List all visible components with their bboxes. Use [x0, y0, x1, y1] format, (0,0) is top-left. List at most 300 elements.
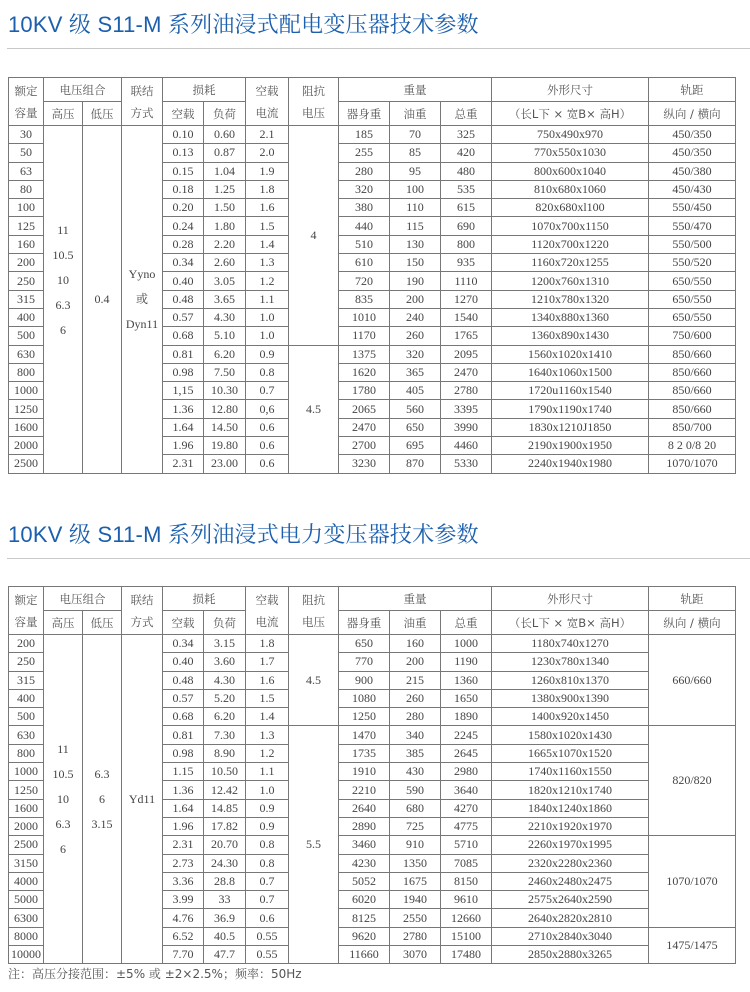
oil-weight-cell: 320	[390, 345, 441, 363]
capacity-cell: 80	[9, 180, 44, 198]
oil-weight-cell: 385	[390, 744, 441, 762]
dimensions-cell: 1830x1210J1850	[492, 418, 649, 436]
dimensions-cell: 2190x1900x1950	[492, 437, 649, 455]
dimensions-cell: 2260x1970x1995	[492, 836, 649, 854]
capacity-cell: 800	[9, 363, 44, 381]
body-weight-cell: 11660	[339, 946, 390, 964]
load-loss-cell: 3.65	[204, 290, 246, 308]
body-weight-cell: 8125	[339, 909, 390, 927]
oil-weight-cell: 130	[390, 235, 441, 253]
capacity-cell: 125	[9, 217, 44, 235]
no-load-loss-cell: 0.18	[163, 180, 204, 198]
oil-weight-cell: 3070	[390, 946, 441, 964]
total-weight-cell: 615	[441, 199, 492, 217]
header-row-2	[9, 611, 736, 635]
dimensions-cell: 1360x890x1430	[492, 327, 649, 345]
capacity-cell: 630	[9, 726, 44, 744]
load-loss-cell: 10.50	[204, 763, 246, 781]
impedance-cell: 4	[289, 126, 339, 346]
oil-weight-cell: 160	[390, 635, 441, 653]
oil-weight-cell: 200	[390, 290, 441, 308]
oil-weight-cell: 365	[390, 363, 441, 381]
capacity-cell: 8000	[9, 927, 44, 945]
load-loss-cell: 14.50	[204, 418, 246, 436]
no-load-current-cell: 0.55	[246, 946, 289, 964]
header-body-weight: 器身重	[339, 102, 390, 126]
capacity-cell: 500	[9, 708, 44, 726]
body-weight-cell: 2470	[339, 418, 390, 436]
load-loss-cell: 17.82	[204, 817, 246, 835]
load-loss-cell: 47.7	[204, 946, 246, 964]
dimensions-cell: 770x550x1030	[492, 144, 649, 162]
high-voltage-cell: 11 10.5 10 6.3 6	[44, 126, 83, 474]
table-row	[9, 126, 736, 144]
header-body-weight: 器身重	[339, 611, 390, 635]
dimensions-cell: 1790x1190x1740	[492, 400, 649, 418]
load-loss-cell: 0.87	[204, 144, 246, 162]
power-transformer-table	[8, 586, 736, 964]
capacity-cell: 50	[9, 144, 44, 162]
load-loss-cell: 6.20	[204, 708, 246, 726]
header-loss: 损耗	[163, 78, 246, 102]
total-weight-cell: 690	[441, 217, 492, 235]
total-weight-cell: 1190	[441, 653, 492, 671]
header-load: 负荷	[204, 102, 246, 126]
no-load-loss-cell: 4.76	[163, 909, 204, 927]
no-load-current-cell: 0.7	[246, 872, 289, 890]
rail-cell: 650/550	[649, 290, 736, 308]
body-weight-cell: 255	[339, 144, 390, 162]
capacity-cell: 1250	[9, 781, 44, 799]
header-low-voltage: 低压	[83, 102, 122, 126]
header-rail-sub: 纵向 / 横向	[649, 611, 736, 635]
dimensions-cell: 1820x1210x1740	[492, 781, 649, 799]
no-load-current-cell: 1.7	[246, 653, 289, 671]
body-weight-cell: 835	[339, 290, 390, 308]
no-load-current-cell: 1.3	[246, 726, 289, 744]
dimensions-cell: 2320x2280x2360	[492, 854, 649, 872]
load-loss-cell: 5.20	[204, 689, 246, 707]
no-load-loss-cell: 0.34	[163, 254, 204, 272]
load-loss-cell: 8.90	[204, 744, 246, 762]
load-loss-cell: 2.60	[204, 254, 246, 272]
load-loss-cell: 12.42	[204, 781, 246, 799]
body-weight-cell: 2700	[339, 437, 390, 455]
capacity-cell: 200	[9, 254, 44, 272]
distribution-transformer-table	[8, 77, 736, 474]
total-weight-cell: 1650	[441, 689, 492, 707]
body-weight-cell: 1780	[339, 382, 390, 400]
header-rail: 轨距	[649, 78, 736, 102]
oil-weight-cell: 215	[390, 671, 441, 689]
capacity-cell: 100	[9, 199, 44, 217]
dimensions-cell: 1340x880x1360	[492, 308, 649, 326]
title-divider	[7, 558, 750, 559]
no-load-loss-cell: 1.64	[163, 799, 204, 817]
no-load-loss-cell: 0.20	[163, 199, 204, 217]
header-capacity: 额定 容量	[9, 587, 44, 635]
header-voltage-combo: 电压组合	[44, 587, 122, 611]
header-weight: 重量	[339, 587, 492, 611]
rail-cell: 1070/1070	[649, 836, 736, 927]
dimensions-cell: 1210x780x1320	[492, 290, 649, 308]
load-loss-cell: 3.05	[204, 272, 246, 290]
total-weight-cell: 12660	[441, 909, 492, 927]
rail-cell: 550/520	[649, 254, 736, 272]
body-weight-cell: 1250	[339, 708, 390, 726]
header-dimensions: 外形尺寸	[492, 78, 649, 102]
dimensions-cell: 1070x700x1150	[492, 217, 649, 235]
connection-cell: Yyno 或 Dyn11	[122, 126, 163, 474]
capacity-cell: 2000	[9, 437, 44, 455]
oil-weight-cell: 260	[390, 327, 441, 345]
rail-cell: 450/430	[649, 180, 736, 198]
total-weight-cell: 5330	[441, 455, 492, 473]
no-load-loss-cell: 1,15	[163, 382, 204, 400]
dimensions-cell: 2850x2880x3265	[492, 946, 649, 964]
oil-weight-cell: 100	[390, 180, 441, 198]
capacity-cell: 5000	[9, 891, 44, 909]
no-load-current-cell: 1.2	[246, 272, 289, 290]
no-load-loss-cell: 0.98	[163, 363, 204, 381]
capacity-cell: 30	[9, 126, 44, 144]
no-load-loss-cell: 0.48	[163, 290, 204, 308]
header-dimensions-sub: （长L下 × 宽B× 高H）	[492, 102, 649, 126]
header-connection: 联结 方式	[122, 78, 163, 126]
dimensions-cell: 820x680xl100	[492, 199, 649, 217]
oil-weight-cell: 2780	[390, 927, 441, 945]
dimensions-cell: 810x680x1060	[492, 180, 649, 198]
no-load-loss-cell: 0.81	[163, 345, 204, 363]
rail-cell: 850/660	[649, 345, 736, 363]
total-weight-cell: 9610	[441, 891, 492, 909]
no-load-current-cell: 1.0	[246, 781, 289, 799]
no-load-current-cell: 0.9	[246, 817, 289, 835]
no-load-current-cell: 0.7	[246, 891, 289, 909]
low-voltage-cell: 6.3 6 3.15	[83, 635, 122, 964]
header-rail: 轨距	[649, 587, 736, 611]
no-load-current-cell: 0.8	[246, 363, 289, 381]
rail-cell: 550/470	[649, 217, 736, 235]
no-load-current-cell: 0.8	[246, 836, 289, 854]
no-load-loss-cell: 3.99	[163, 891, 204, 909]
oil-weight-cell: 405	[390, 382, 441, 400]
high-voltage-cell: 11 10.5 10 6.3 6	[44, 635, 83, 964]
no-load-loss-cell: 0.48	[163, 671, 204, 689]
no-load-current-cell: 1.4	[246, 235, 289, 253]
capacity-cell: 315	[9, 671, 44, 689]
dimensions-cell: 1230x780x1340	[492, 653, 649, 671]
total-weight-cell: 1000	[441, 635, 492, 653]
header-load: 负荷	[204, 611, 246, 635]
oil-weight-cell: 1940	[390, 891, 441, 909]
oil-weight-cell: 340	[390, 726, 441, 744]
no-load-current-cell: 1.8	[246, 180, 289, 198]
load-loss-cell: 40.5	[204, 927, 246, 945]
total-weight-cell: 325	[441, 126, 492, 144]
no-load-loss-cell: 0.13	[163, 144, 204, 162]
impedance-cell: 5.5	[289, 726, 339, 964]
oil-weight-cell: 680	[390, 799, 441, 817]
no-load-current-cell: 1.0	[246, 308, 289, 326]
no-load-loss-cell: 0.81	[163, 726, 204, 744]
dimensions-cell: 1120x700x1220	[492, 235, 649, 253]
total-weight-cell: 15100	[441, 927, 492, 945]
body-weight-cell: 1910	[339, 763, 390, 781]
dimensions-cell: 1580x1020x1430	[492, 726, 649, 744]
dimensions-cell: 1640x1060x1500	[492, 363, 649, 381]
oil-weight-cell: 725	[390, 817, 441, 835]
header-no-load: 空载	[163, 102, 204, 126]
rail-cell: 550/450	[649, 199, 736, 217]
rail-cell: 450/350	[649, 144, 736, 162]
no-load-loss-cell: 0.34	[163, 635, 204, 653]
no-load-current-cell: 1.8	[246, 635, 289, 653]
dimensions-cell: 1400x920x1450	[492, 708, 649, 726]
header-dimensions-sub: （长L下 × 宽B× 高H）	[492, 611, 649, 635]
oil-weight-cell: 95	[390, 162, 441, 180]
load-loss-cell: 23.00	[204, 455, 246, 473]
dimensions-cell: 2575x2640x2590	[492, 891, 649, 909]
dimensions-cell: 1160x720x1255	[492, 254, 649, 272]
body-weight-cell: 1620	[339, 363, 390, 381]
total-weight-cell: 3990	[441, 418, 492, 436]
no-load-loss-cell: 6.52	[163, 927, 204, 945]
no-load-loss-cell: 1.96	[163, 817, 204, 835]
header-capacity: 额定 容量	[9, 78, 44, 126]
capacity-cell: 400	[9, 308, 44, 326]
header-impedance: 阻抗 电压	[289, 587, 339, 635]
no-load-current-cell: 2.1	[246, 126, 289, 144]
rail-cell: 850/660	[649, 363, 736, 381]
body-weight-cell: 3460	[339, 836, 390, 854]
header-impedance: 阻抗 电压	[289, 78, 339, 126]
oil-weight-cell: 115	[390, 217, 441, 235]
oil-weight-cell: 560	[390, 400, 441, 418]
dimensions-cell: 1740x1160x1550	[492, 763, 649, 781]
no-load-loss-cell: 2.31	[163, 836, 204, 854]
body-weight-cell: 1735	[339, 744, 390, 762]
header-no-load-current: 空载 电流	[246, 587, 289, 635]
load-loss-cell: 24.30	[204, 854, 246, 872]
load-loss-cell: 1.04	[204, 162, 246, 180]
oil-weight-cell: 200	[390, 653, 441, 671]
total-weight-cell: 3640	[441, 781, 492, 799]
no-load-current-cell: 0.6	[246, 455, 289, 473]
rail-cell: 650/550	[649, 308, 736, 326]
oil-weight-cell: 650	[390, 418, 441, 436]
load-loss-cell: 7.30	[204, 726, 246, 744]
no-load-current-cell: 1.6	[246, 671, 289, 689]
body-weight-cell: 1375	[339, 345, 390, 363]
rail-cell: 8 2 0/8 20	[649, 437, 736, 455]
header-total-weight: 总重	[441, 102, 492, 126]
oil-weight-cell: 2550	[390, 909, 441, 927]
load-loss-cell: 28.8	[204, 872, 246, 890]
body-weight-cell: 610	[339, 254, 390, 272]
no-load-current-cell: 0.8	[246, 854, 289, 872]
header-row-1	[9, 587, 736, 611]
header-high-voltage: 高压	[44, 611, 83, 635]
total-weight-cell: 420	[441, 144, 492, 162]
capacity-cell: 250	[9, 653, 44, 671]
total-weight-cell: 1890	[441, 708, 492, 726]
no-load-current-cell: 1.2	[246, 744, 289, 762]
capacity-cell: 3150	[9, 854, 44, 872]
body-weight-cell: 770	[339, 653, 390, 671]
oil-weight-cell: 190	[390, 272, 441, 290]
total-weight-cell: 17480	[441, 946, 492, 964]
no-load-loss-cell: 0.15	[163, 162, 204, 180]
no-load-loss-cell: 0.57	[163, 308, 204, 326]
no-load-loss-cell: 1.15	[163, 763, 204, 781]
header-loss: 损耗	[163, 587, 246, 611]
header-dimensions: 外形尺寸	[492, 587, 649, 611]
capacity-cell: 2500	[9, 836, 44, 854]
capacity-cell: 200	[9, 635, 44, 653]
body-weight-cell: 2210	[339, 781, 390, 799]
body-weight-cell: 650	[339, 635, 390, 653]
load-loss-cell: 7.50	[204, 363, 246, 381]
rail-cell: 850/660	[649, 400, 736, 418]
connection-cell: Yd11	[122, 635, 163, 964]
capacity-cell: 10000	[9, 946, 44, 964]
no-load-loss-cell: 0.68	[163, 708, 204, 726]
total-weight-cell: 535	[441, 180, 492, 198]
load-loss-cell: 1.50	[204, 199, 246, 217]
body-weight-cell: 1080	[339, 689, 390, 707]
no-load-loss-cell: 2.73	[163, 854, 204, 872]
dimensions-cell: 1200x760x1310	[492, 272, 649, 290]
load-loss-cell: 12.80	[204, 400, 246, 418]
dimensions-cell: 2210x1920x1970	[492, 817, 649, 835]
no-load-current-cell: 1.5	[246, 217, 289, 235]
dimensions-cell: 1720u1160x1540	[492, 382, 649, 400]
dimensions-cell: 1260x810x1370	[492, 671, 649, 689]
no-load-current-cell: 0.9	[246, 345, 289, 363]
load-loss-cell: 14.85	[204, 799, 246, 817]
oil-weight-cell: 260	[390, 689, 441, 707]
body-weight-cell: 3230	[339, 455, 390, 473]
body-weight-cell: 440	[339, 217, 390, 235]
capacity-cell: 500	[9, 327, 44, 345]
no-load-current-cell: 1.9	[246, 162, 289, 180]
body-weight-cell: 2890	[339, 817, 390, 835]
no-load-loss-cell: 0.28	[163, 235, 204, 253]
capacity-cell: 160	[9, 235, 44, 253]
total-weight-cell: 4460	[441, 437, 492, 455]
no-load-current-cell: 0.6	[246, 909, 289, 927]
header-total-weight: 总重	[441, 611, 492, 635]
total-weight-cell: 480	[441, 162, 492, 180]
header-no-load-current: 空载 电流	[246, 78, 289, 126]
table-1-title: 10KV 级 S11-M 系列油浸式配电变压器技术参数	[8, 12, 479, 37]
no-load-current-cell: 1.1	[246, 763, 289, 781]
table-row	[9, 635, 736, 653]
dimensions-cell: 1180x740x1270	[492, 635, 649, 653]
oil-weight-cell: 1675	[390, 872, 441, 890]
header-weight: 重量	[339, 78, 492, 102]
capacity-cell: 63	[9, 162, 44, 180]
no-load-loss-cell: 0.40	[163, 272, 204, 290]
rail-cell: 820/820	[649, 726, 736, 836]
header-row-2	[9, 102, 736, 126]
dimensions-cell: 1560x1020x1410	[492, 345, 649, 363]
load-loss-cell: 2.20	[204, 235, 246, 253]
body-weight-cell: 280	[339, 162, 390, 180]
dimensions-cell: 2640x2820x2810	[492, 909, 649, 927]
rail-cell: 660/660	[649, 635, 736, 726]
total-weight-cell: 5710	[441, 836, 492, 854]
no-load-current-cell: 0,6	[246, 400, 289, 418]
no-load-current-cell: 0.6	[246, 437, 289, 455]
no-load-current-cell: 0.55	[246, 927, 289, 945]
no-load-loss-cell: 0.57	[163, 689, 204, 707]
dimensions-cell: 2460x2480x2475	[492, 872, 649, 890]
load-loss-cell: 10.30	[204, 382, 246, 400]
oil-weight-cell: 150	[390, 254, 441, 272]
capacity-cell: 4000	[9, 872, 44, 890]
oil-weight-cell: 430	[390, 763, 441, 781]
rail-cell: 650/550	[649, 272, 736, 290]
capacity-cell: 2000	[9, 817, 44, 835]
header-low-voltage: 低压	[83, 611, 122, 635]
no-load-loss-cell: 0.98	[163, 744, 204, 762]
impedance-cell: 4.5	[289, 345, 339, 473]
capacity-cell: 1000	[9, 382, 44, 400]
header-row-1	[9, 78, 736, 102]
capacity-cell: 630	[9, 345, 44, 363]
load-loss-cell: 1.80	[204, 217, 246, 235]
dimensions-cell: 2240x1940x1980	[492, 455, 649, 473]
total-weight-cell: 2245	[441, 726, 492, 744]
rail-cell: 1475/1475	[649, 927, 736, 964]
capacity-cell: 1250	[9, 400, 44, 418]
no-load-current-cell: 1.4	[246, 708, 289, 726]
body-weight-cell: 900	[339, 671, 390, 689]
rail-cell: 450/380	[649, 162, 736, 180]
header-oil-weight: 油重	[390, 611, 441, 635]
load-loss-cell: 4.30	[204, 308, 246, 326]
capacity-cell: 800	[9, 744, 44, 762]
capacity-cell: 6300	[9, 909, 44, 927]
load-loss-cell: 36.9	[204, 909, 246, 927]
total-weight-cell: 1765	[441, 327, 492, 345]
load-loss-cell: 4.30	[204, 671, 246, 689]
oil-weight-cell: 70	[390, 126, 441, 144]
no-load-loss-cell: 1.96	[163, 437, 204, 455]
body-weight-cell: 4230	[339, 854, 390, 872]
body-weight-cell: 5052	[339, 872, 390, 890]
oil-weight-cell: 695	[390, 437, 441, 455]
capacity-cell: 315	[9, 290, 44, 308]
title-divider	[7, 48, 750, 49]
oil-weight-cell: 590	[390, 781, 441, 799]
rail-cell: 850/660	[649, 382, 736, 400]
body-weight-cell: 1010	[339, 308, 390, 326]
no-load-loss-cell: 3.36	[163, 872, 204, 890]
no-load-current-cell: 0.9	[246, 799, 289, 817]
total-weight-cell: 2095	[441, 345, 492, 363]
no-load-current-cell: 1.3	[246, 254, 289, 272]
rail-cell: 750/600	[649, 327, 736, 345]
total-weight-cell: 1270	[441, 290, 492, 308]
no-load-loss-cell: 1.64	[163, 418, 204, 436]
header-voltage-combo: 电压组合	[44, 78, 122, 102]
capacity-cell: 1000	[9, 763, 44, 781]
body-weight-cell: 510	[339, 235, 390, 253]
no-load-current-cell: 2.0	[246, 144, 289, 162]
